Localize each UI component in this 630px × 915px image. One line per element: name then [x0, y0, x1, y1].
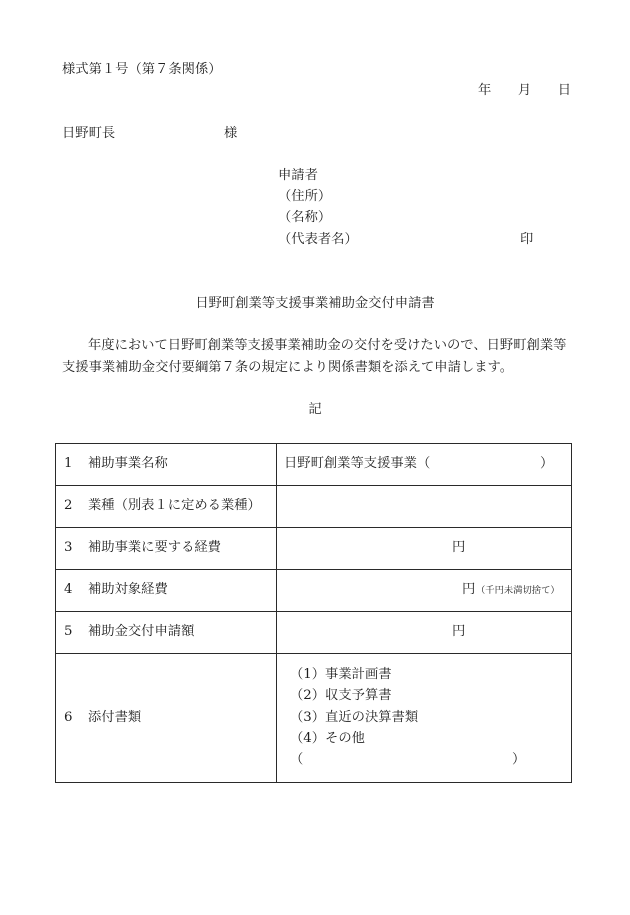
yen-unit: 円 [452, 540, 466, 555]
row-number: 2 [64, 498, 73, 513]
row-label-requested-amount: 補助金交付申請額 [88, 624, 195, 639]
attachment-item: （3）直近の決算書類 [290, 710, 419, 725]
body-line-2: 支援事業補助金交付要綱第７条の規定により関係書類を添えて申請します。 [62, 360, 514, 375]
attachment-item: （1）事業計画書 [290, 667, 392, 682]
applicant-representative-label: （代表者名） [278, 232, 358, 247]
row-label-eligible-cost: 補助対象経費 [88, 582, 168, 597]
row-number: 5 [64, 624, 73, 639]
attachment-item: （2）収支予算書 [290, 688, 392, 703]
yen-unit: 円 [462, 582, 476, 597]
column-divider [276, 444, 277, 782]
row-divider [56, 527, 571, 528]
applicant-name-label: （名称） [278, 210, 332, 225]
yen-unit: 円 [452, 624, 466, 639]
project-name-close-paren: ） [540, 456, 554, 471]
document-title: 日野町創業等支援事業補助金交付申請書 [195, 296, 435, 311]
row-number: 4 [64, 582, 73, 597]
rounding-note: （千円未満切捨て） [476, 585, 560, 596]
ki-heading: 記 [308, 402, 322, 417]
body-line-1: 年度において日野町創業等支援事業補助金の交付を受けたいので、日野町創業等 [88, 338, 567, 353]
row-divider [56, 569, 571, 570]
applicant-address-label: （住所） [278, 189, 332, 204]
attachment-item: （4）その他 [290, 731, 365, 746]
row-number: 6 [64, 710, 73, 725]
addressee-name: 日野町長 [62, 126, 116, 141]
form-number: 様式第１号（第７条関係） [62, 62, 222, 77]
row-number: 1 [64, 456, 73, 471]
other-open-paren: （ [290, 752, 304, 767]
addressee-honorific: 様 [224, 126, 238, 141]
date-line: 年 月 日 [478, 83, 572, 98]
application-table [55, 443, 572, 783]
row-label-business-type: 業種（別表１に定める業種） [88, 498, 261, 513]
project-name-prefix: 日野町創業等支援事業（ [284, 456, 431, 471]
row-divider [56, 611, 571, 612]
row-divider [56, 653, 571, 654]
seal-mark: 印 [520, 232, 534, 247]
row-number: 3 [64, 540, 73, 555]
applicant-heading: 申請者 [278, 168, 318, 183]
row-label-project-name: 補助事業名称 [88, 456, 168, 471]
row-divider [56, 485, 571, 486]
other-close-paren: ） [512, 752, 526, 767]
row-label-project-cost: 補助事業に要する経費 [88, 540, 221, 555]
row-label-attachments: 添付書類 [88, 710, 142, 725]
